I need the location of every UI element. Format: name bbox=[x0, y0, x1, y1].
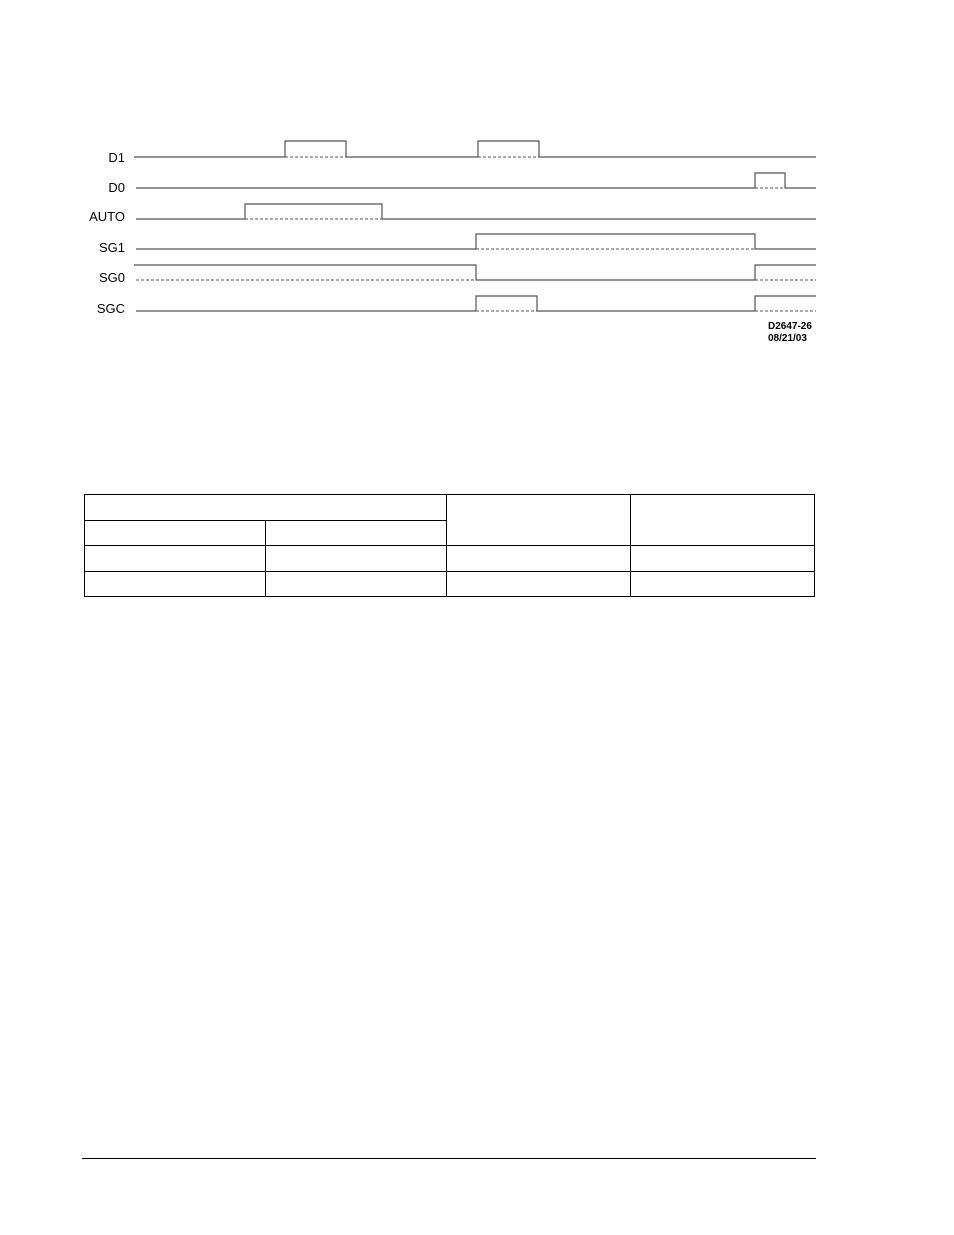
trace-auto bbox=[136, 204, 816, 219]
table-cell bbox=[447, 546, 631, 572]
signal-label-d1: D1 bbox=[108, 150, 125, 165]
table-cell bbox=[266, 572, 447, 597]
table-cell bbox=[266, 546, 447, 572]
trace-sgc bbox=[136, 296, 816, 311]
table-row bbox=[85, 572, 815, 597]
signal-label-sg0: SG0 bbox=[98, 270, 125, 285]
trace-d1 bbox=[134, 141, 816, 157]
table-row bbox=[85, 546, 815, 572]
signal-label-auto: AUTO bbox=[89, 209, 125, 224]
drawing-date: 08/21/03 bbox=[768, 333, 807, 344]
trace-sg1 bbox=[136, 234, 816, 249]
header-cell-3 bbox=[447, 495, 631, 546]
drawing-number: D2647-26 bbox=[768, 321, 812, 332]
table-cell bbox=[447, 572, 631, 597]
logic-table bbox=[84, 494, 815, 597]
table-cell bbox=[85, 546, 266, 572]
header-group-cell bbox=[85, 495, 447, 521]
signal-label-sgc: SGC bbox=[96, 301, 125, 316]
header-cell-4 bbox=[631, 495, 815, 546]
subheader-cell-2 bbox=[266, 521, 447, 546]
subheader-cell-1 bbox=[85, 521, 266, 546]
table-cell bbox=[85, 572, 266, 597]
signal-label-sg1: SG1 bbox=[98, 240, 125, 255]
timing-diagram bbox=[0, 0, 954, 345]
table-cell bbox=[631, 572, 815, 597]
trace-sg0 bbox=[134, 265, 816, 280]
footer-rule bbox=[82, 1158, 816, 1159]
signal-label-d0: D0 bbox=[108, 180, 125, 195]
table-header-row bbox=[85, 495, 815, 521]
table-cell bbox=[631, 546, 815, 572]
trace-d0 bbox=[136, 173, 816, 188]
